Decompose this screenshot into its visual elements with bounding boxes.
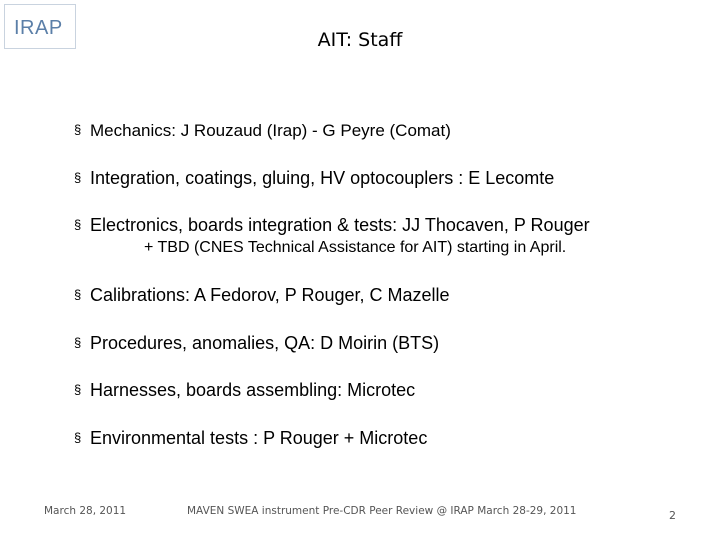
bullet-icon: §: [74, 287, 82, 302]
bullet-item-integration: § Integration, coatings, gluing, HV optocouplers : E Lecomte: [74, 168, 555, 188]
bullet-icon: §: [74, 382, 82, 397]
bullet-item-harnesses: § Harnesses, boards assembling: Microtec: [74, 380, 416, 400]
page-number: 2: [669, 509, 676, 522]
slide-title: AIT: Staff: [317, 29, 403, 51]
bullet-item-electronics: § Electronics, boards integration & tests: JJ Thocaven, P Rouger: [74, 215, 590, 235]
bullet-icon: §: [74, 217, 82, 232]
bullet-item-calibrations: § Calibrations: A Fedorov, P Rouger, C Mazelle: [74, 285, 450, 305]
electronics-sub-line: + TBD (CNES Technical Assistance for AIT) starting in April.: [144, 239, 567, 256]
bullet-icon: §: [74, 430, 82, 445]
bullet-item-mechanics: § Mechanics: J Rouzaud (Irap) - G Peyre (Comat): [74, 121, 451, 140]
footer-date: March 28, 2011: [44, 505, 127, 517]
logo-text: IRAP: [14, 17, 63, 39]
bullet-icon: §: [74, 335, 82, 350]
bullet-icon: §: [74, 170, 82, 185]
footer-event: MAVEN SWEA instrument Pre-CDR Peer Review @ IRAP March 28-29, 2011: [187, 505, 577, 517]
bullet-item-environmental: § Environmental tests : P Rouger + Microtec: [74, 428, 428, 448]
bullet-icon: §: [74, 122, 82, 137]
bullet-item-procedures: § Procedures, anomalies, QA: D Moirin (BTS): [74, 333, 440, 353]
